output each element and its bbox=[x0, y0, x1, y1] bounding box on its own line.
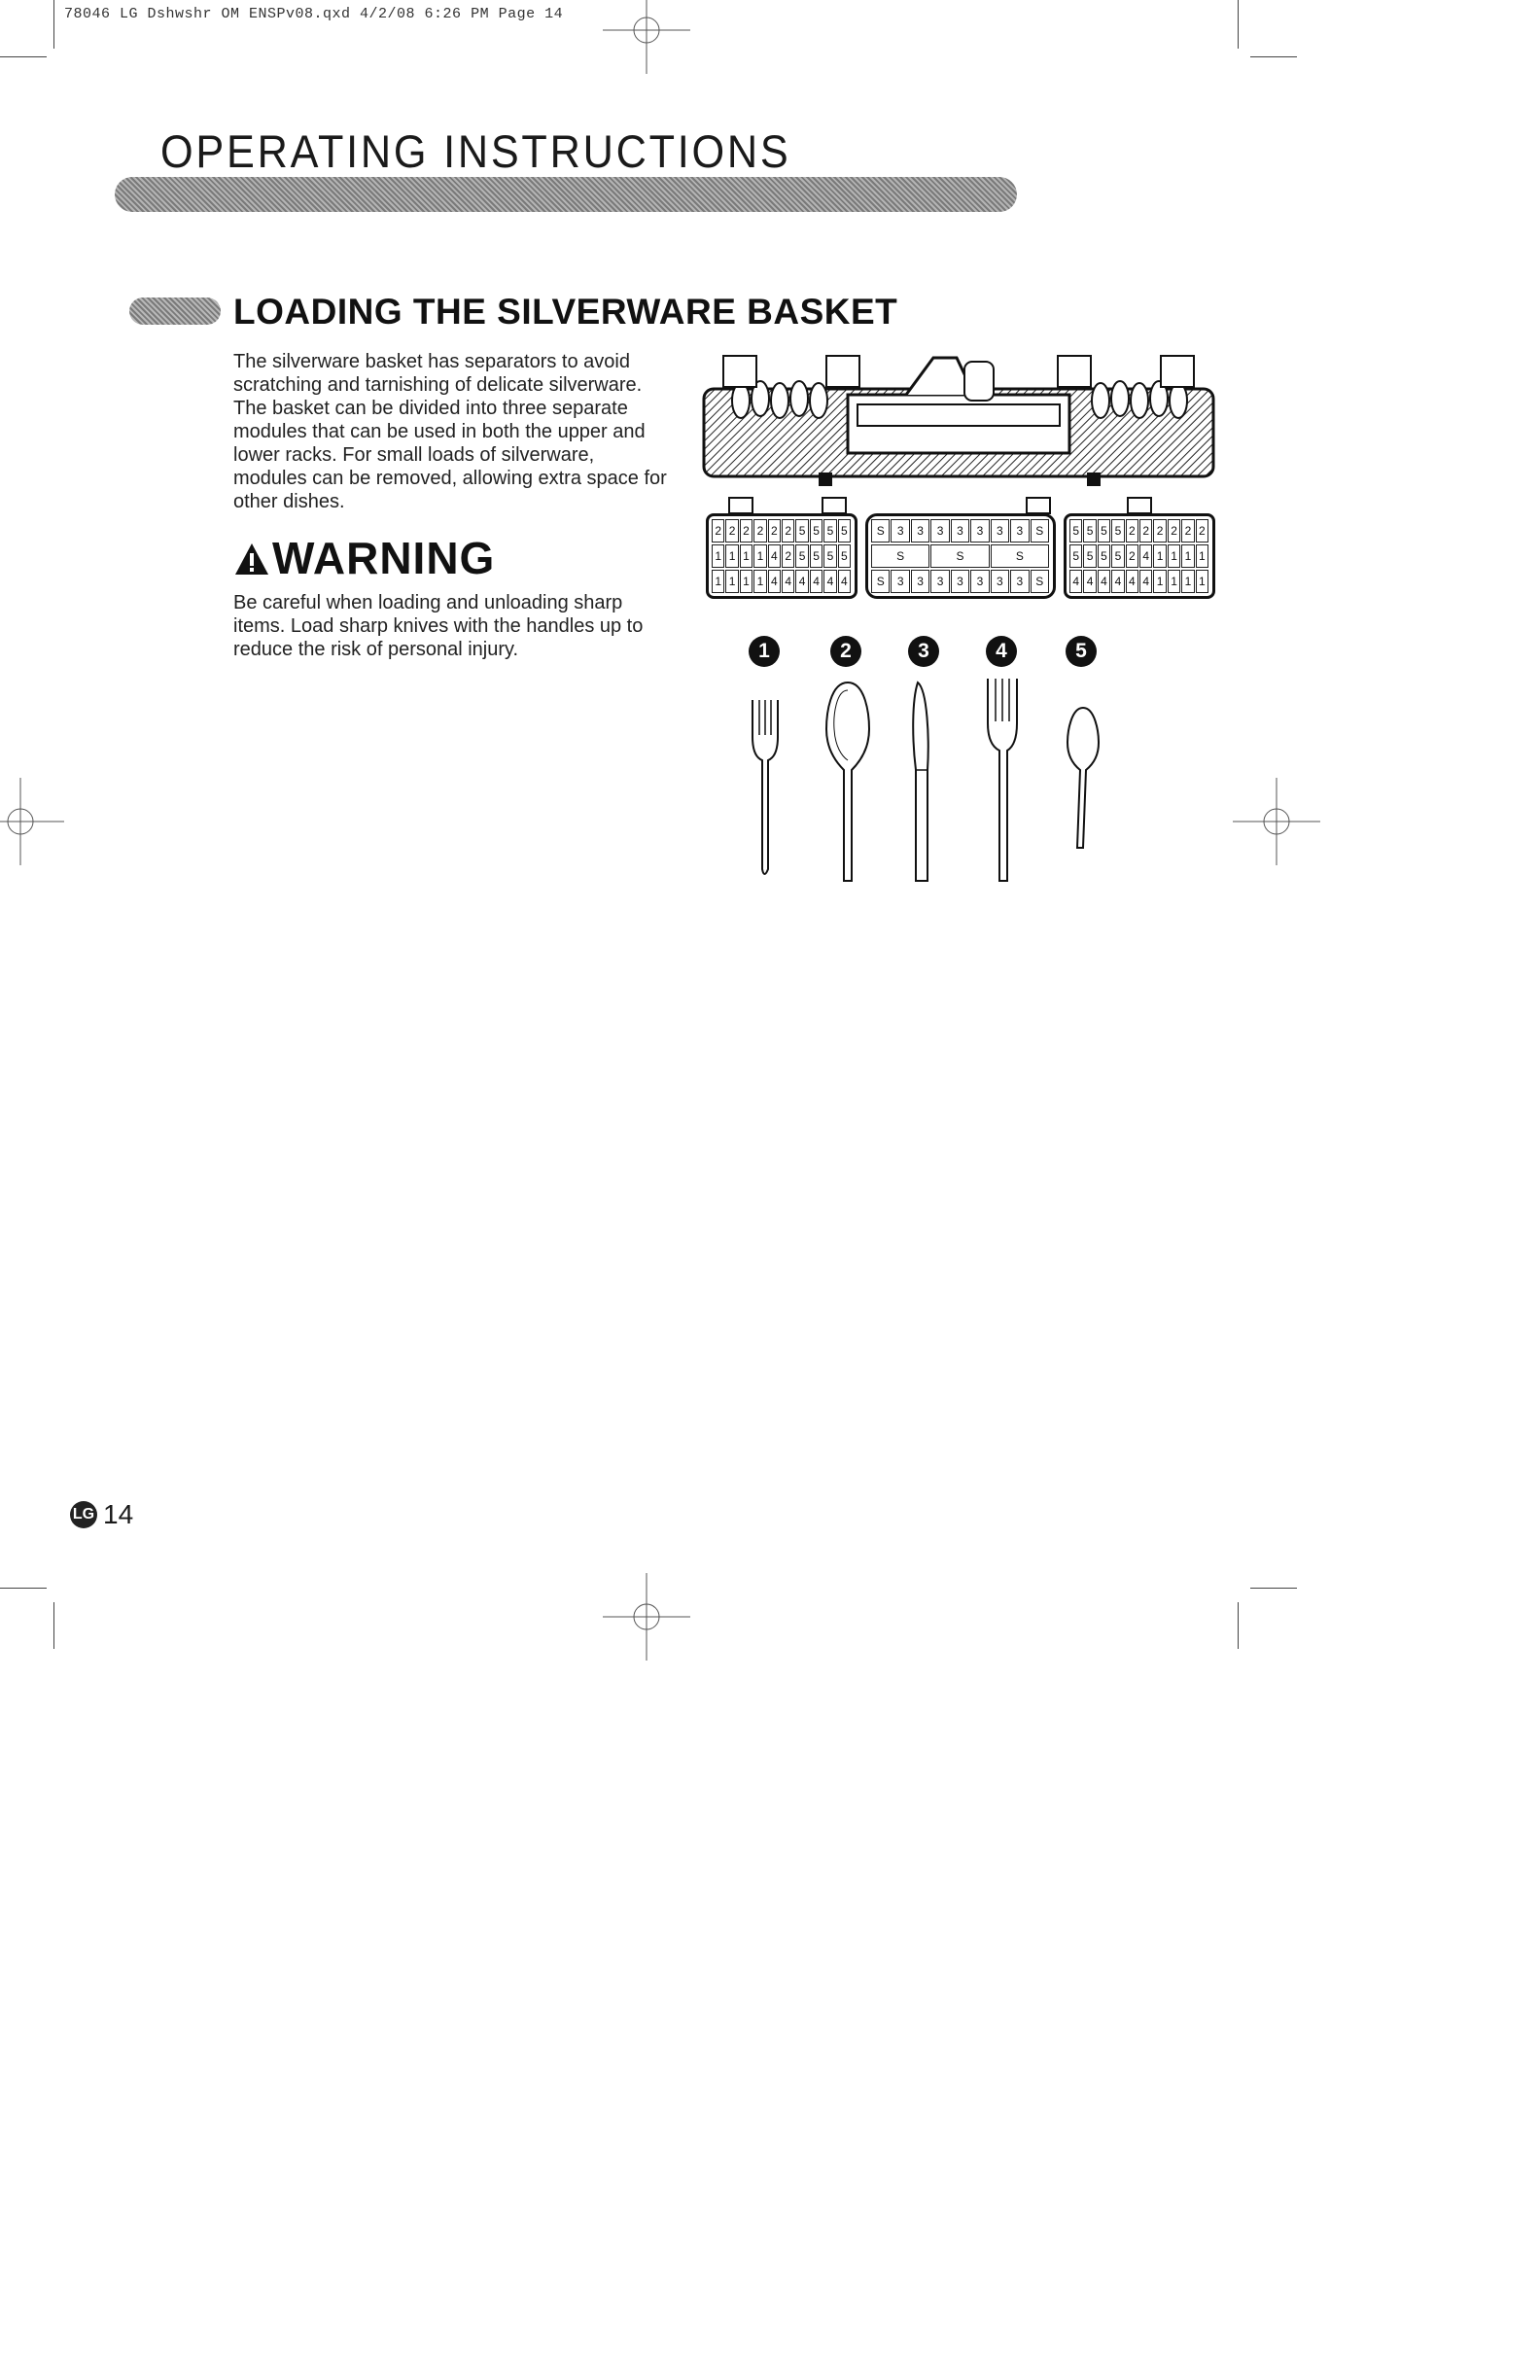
utensil-number-1: 1 bbox=[749, 636, 780, 667]
basket-grid-cell: 2 bbox=[753, 519, 766, 542]
basket-grid-cell: 2 bbox=[1139, 519, 1152, 542]
basket-grid-cell: 3 bbox=[891, 570, 909, 593]
basket-grid-cell: 1 bbox=[1168, 544, 1180, 568]
crop-mark-top-right-v bbox=[1238, 0, 1239, 49]
basket-grid-cell: 2 bbox=[782, 519, 794, 542]
registration-mark-bottom bbox=[603, 1573, 690, 1661]
basket-grid-cell: 1 bbox=[1181, 570, 1194, 593]
basket-grid-cell: 3 bbox=[930, 519, 949, 542]
basket-grid-cell: 5 bbox=[795, 519, 808, 542]
warning-heading bbox=[233, 532, 495, 584]
file-slug: 78046 LG Dshwshr OM ENSPv08.qxd 4/2/08 6:26 PM Page 14 bbox=[64, 6, 564, 22]
basket-grid-cell: 4 bbox=[838, 570, 851, 593]
basket-grid-cell: S bbox=[871, 519, 890, 542]
soup-spoon-illustration bbox=[824, 681, 871, 885]
basket-grid-cell: 5 bbox=[1069, 519, 1082, 542]
basket-module-center bbox=[865, 513, 1056, 599]
basket-grid-cell: S bbox=[991, 544, 1049, 568]
salad-fork-illustration bbox=[749, 698, 782, 883]
basket-grid-cell: 5 bbox=[810, 519, 822, 542]
basket-grid-cell: 1 bbox=[1196, 544, 1208, 568]
basket-grid-cell: 2 bbox=[1126, 544, 1138, 568]
basket-grid-cell: 1 bbox=[1153, 544, 1166, 568]
basket-grid-row bbox=[871, 570, 1050, 593]
basket-grid-cell: 1 bbox=[740, 570, 752, 593]
basket-grid-cell: 1 bbox=[725, 544, 738, 568]
utensil-number-2: 2 bbox=[830, 636, 861, 667]
basket-grid-row bbox=[712, 544, 852, 568]
basket-grid-cell: 1 bbox=[740, 544, 752, 568]
basket-grid-cell: 5 bbox=[810, 544, 822, 568]
basket-top-view bbox=[706, 496, 1215, 601]
basket-grid-cell: 4 bbox=[1111, 570, 1124, 593]
crop-mark-bottom-left-v bbox=[53, 1602, 54, 1649]
basket-grid-cell: 3 bbox=[991, 570, 1009, 593]
basket-grid-cell: 4 bbox=[823, 570, 836, 593]
basket-grid-cell: 4 bbox=[768, 544, 781, 568]
crop-mark-bottom-right-h bbox=[1250, 1588, 1297, 1589]
basket-grid-row bbox=[712, 519, 852, 542]
utensil-number-4: 4 bbox=[986, 636, 1017, 667]
basket-grid-row bbox=[1069, 570, 1209, 593]
crop-mark-bottom-left-h bbox=[0, 1588, 47, 1589]
crop-mark-top-left-v bbox=[53, 0, 54, 49]
crop-mark-top-right-h bbox=[1250, 56, 1297, 57]
basket-grid-cell: 5 bbox=[823, 519, 836, 542]
basket-grid-cell: 5 bbox=[795, 544, 808, 568]
warning-body-text: Be careful when loading and unloading sharp items. Load sharp knives with the handles up to reduce the risk of personal injury. bbox=[233, 592, 644, 660]
basket-grid-cell: 2 bbox=[1181, 519, 1194, 542]
basket-top-view-handles bbox=[706, 496, 1215, 515]
basket-grid-cell: 4 bbox=[1098, 570, 1110, 593]
basket-grid-cell: 4 bbox=[795, 570, 808, 593]
basket-grid-cell: 4 bbox=[782, 570, 794, 593]
basket-grid-cell: 4 bbox=[1069, 570, 1082, 593]
basket-grid-row bbox=[712, 570, 852, 593]
basket-grid-cell: 2 bbox=[768, 519, 781, 542]
basket-grid-row bbox=[1069, 519, 1209, 542]
basket-grid-cell: 3 bbox=[930, 570, 949, 593]
basket-grid-cell: 2 bbox=[1168, 519, 1180, 542]
basket-grid-cell: 2 bbox=[782, 544, 794, 568]
basket-grid-cell: 3 bbox=[1010, 570, 1029, 593]
basket-grid-row bbox=[871, 544, 1050, 568]
basket-grid-cell: 5 bbox=[838, 519, 851, 542]
warning-title: WARNING bbox=[272, 533, 496, 583]
basket-grid-cell: S bbox=[871, 570, 890, 593]
page-title: OPERATING INSTRUCTIONS bbox=[160, 125, 791, 177]
basket-grid-cell: 5 bbox=[1069, 544, 1082, 568]
basket-grid-cell: 2 bbox=[740, 519, 752, 542]
basket-grid-cell: 4 bbox=[1126, 570, 1138, 593]
basket-grid-cell: 4 bbox=[810, 570, 822, 593]
basket-grid-cell: 5 bbox=[1111, 519, 1124, 542]
basket-grid-row bbox=[871, 519, 1050, 542]
basket-grid-cell: 3 bbox=[911, 519, 929, 542]
basket-grid-cell: 1 bbox=[1168, 570, 1180, 593]
basket-grid-cell: 1 bbox=[725, 570, 738, 593]
basket-grid-cell: S bbox=[1031, 519, 1049, 542]
basket-grid-cell: 2 bbox=[1126, 519, 1138, 542]
teaspoon-illustration bbox=[1066, 706, 1101, 852]
basket-grid-cell: 2 bbox=[725, 519, 738, 542]
basket-grid-cell: 2 bbox=[1153, 519, 1166, 542]
utensil-number-5: 5 bbox=[1066, 636, 1097, 667]
crop-mark-bottom-right-v bbox=[1238, 1602, 1239, 1649]
basket-grid-cell: 4 bbox=[1083, 570, 1096, 593]
basket-grid-cell: 2 bbox=[1196, 519, 1208, 542]
title-underline-bar bbox=[115, 177, 1017, 212]
basket-grid-cell: 1 bbox=[753, 544, 766, 568]
knife-illustration bbox=[908, 681, 933, 885]
basket-grid-cell: S bbox=[871, 544, 929, 568]
basket-module-right bbox=[1064, 513, 1215, 599]
basket-grid-cell: 5 bbox=[838, 544, 851, 568]
basket-grid-cell: 3 bbox=[951, 570, 969, 593]
registration-mark-left bbox=[0, 778, 64, 865]
basket-grid-cell: 1 bbox=[712, 544, 724, 568]
basket-grid-cell: S bbox=[930, 544, 989, 568]
utensil-number-3: 3 bbox=[908, 636, 939, 667]
basket-grid-cell: 3 bbox=[911, 570, 929, 593]
basket-grid-cell: 3 bbox=[970, 570, 989, 593]
basket-grid-cell: 4 bbox=[1139, 544, 1152, 568]
basket-grid-cell: 5 bbox=[1083, 544, 1096, 568]
section-title: LOADING THE SILVERWARE BASKET bbox=[233, 292, 898, 332]
basket-grid-cell: 5 bbox=[1111, 544, 1124, 568]
basket-grid-cell: 1 bbox=[1196, 570, 1208, 593]
silverware-basket-side-view bbox=[702, 352, 1215, 488]
basket-grid-cell: 2 bbox=[712, 519, 724, 542]
registration-mark-right bbox=[1233, 778, 1320, 865]
section-body-text: The silverware basket has separators to avoid scratching and tarnishing of delicate silverware. The basket can be divided into three separate modules that can be used in both the upper and lower racks. For small loads of silverware, modules can be removed, allowing extra space for other dishes. bbox=[233, 351, 667, 512]
basket-grid-row bbox=[1069, 544, 1209, 568]
basket-grid-cell: 5 bbox=[1083, 519, 1096, 542]
basket-grid-cell: S bbox=[1031, 570, 1049, 593]
basket-grid-cell: 5 bbox=[1098, 544, 1110, 568]
basket-grid-cell: 5 bbox=[1098, 519, 1110, 542]
page-number: 14 bbox=[103, 1499, 134, 1529]
basket-grid-cell: 1 bbox=[1181, 544, 1194, 568]
lg-logo: LG bbox=[70, 1501, 97, 1528]
basket-grid-cell: 1 bbox=[712, 570, 724, 593]
basket-grid-cell: 3 bbox=[1010, 519, 1029, 542]
basket-grid-cell: 4 bbox=[1139, 570, 1152, 593]
basket-grid-cell: 3 bbox=[951, 519, 969, 542]
basket-grid-cell: 3 bbox=[970, 519, 989, 542]
basket-grid-cell: 5 bbox=[823, 544, 836, 568]
basket-grid-cell: 1 bbox=[1153, 570, 1166, 593]
basket-grid-cell: 1 bbox=[753, 570, 766, 593]
basket-grid-cell: 3 bbox=[891, 519, 909, 542]
registration-mark-top bbox=[603, 0, 690, 74]
basket-module-left bbox=[706, 513, 858, 599]
warning-triangle-icon bbox=[233, 542, 270, 577]
section-bullet-pill bbox=[129, 298, 221, 325]
basket-grid-cell: 3 bbox=[991, 519, 1009, 542]
crop-mark-top-left-h bbox=[0, 56, 47, 57]
dinner-fork-illustration bbox=[984, 677, 1021, 885]
basket-grid-cell: 4 bbox=[768, 570, 781, 593]
